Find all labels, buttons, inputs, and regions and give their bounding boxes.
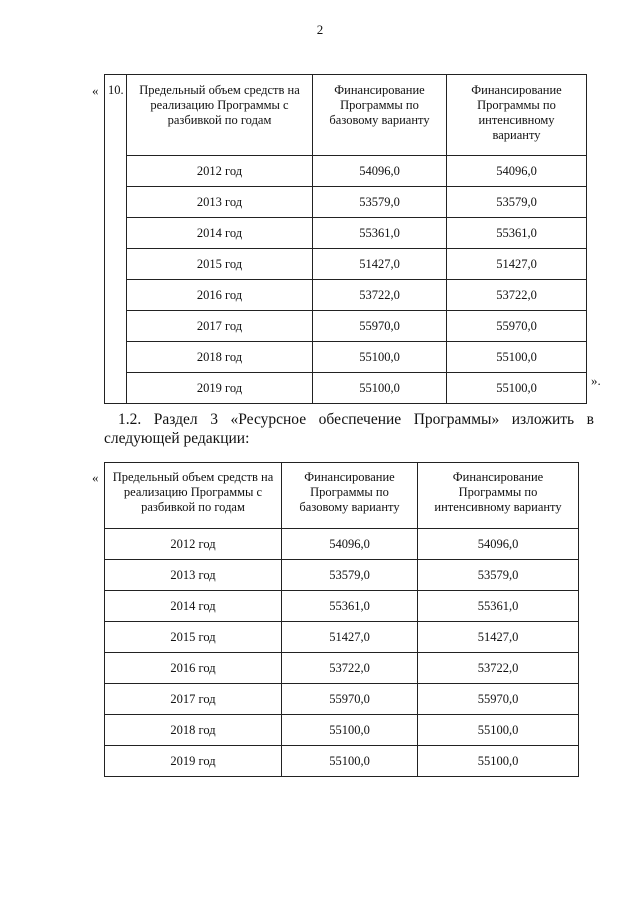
year-cell: 2014 год (105, 591, 282, 622)
table-row (105, 342, 587, 373)
header-intensive-funding: Финансирование Программы по интенсивному варианту (447, 75, 587, 156)
intensive-value-cell: 55361,0 (418, 591, 579, 622)
header-basic-funding: Финансирование Программы по базовому варианту (282, 463, 418, 529)
header-basic-funding: Финансирование Программы по базовому варианту (313, 75, 447, 156)
table-row (105, 715, 579, 746)
intensive-value-cell: 55970,0 (447, 311, 587, 342)
intensive-value-cell: 55970,0 (418, 684, 579, 715)
table-row (105, 560, 579, 591)
table-row (105, 218, 587, 249)
intensive-value-cell: 55100,0 (418, 746, 579, 777)
table-header-row (105, 463, 579, 529)
intensive-value-cell: 55100,0 (447, 342, 587, 373)
basic-value-cell: 55100,0 (313, 342, 447, 373)
intensive-value-cell: 54096,0 (418, 529, 579, 560)
year-cell: 2014 год (127, 218, 313, 249)
basic-value-cell: 53579,0 (282, 560, 418, 591)
table-row (105, 280, 587, 311)
intensive-value-cell: 55361,0 (447, 218, 587, 249)
basic-value-cell: 53722,0 (313, 280, 447, 311)
header-intensive-funding: Финансирование Программы по интенсивному варианту (418, 463, 579, 529)
basic-value-cell: 54096,0 (282, 529, 418, 560)
row-number-cell: 10. (105, 75, 127, 404)
year-cell: 2018 год (127, 342, 313, 373)
table-program-funding-old (104, 74, 587, 404)
year-cell: 2019 год (105, 746, 282, 777)
year-cell: 2019 год (127, 373, 313, 404)
intensive-value-cell: 54096,0 (447, 156, 587, 187)
table-program-funding-new (104, 462, 579, 777)
table-row (105, 653, 579, 684)
year-cell: 2015 год (127, 249, 313, 280)
page-number: 2 (316, 22, 324, 37)
paragraph-line-1: 1.2. Раздел 3 «Ресурсное обеспечение Программы» изложить в (118, 411, 594, 428)
year-cell: 2016 год (105, 653, 282, 684)
table-row (105, 622, 579, 653)
opening-quote-table2: « (92, 470, 99, 485)
basic-value-cell: 51427,0 (313, 249, 447, 280)
table-row (105, 529, 579, 560)
basic-value-cell: 55100,0 (282, 715, 418, 746)
header-limit-volume: Предельный объем средств на реализацию Программы с разбивкой по годам (127, 75, 313, 156)
basic-value-cell: 55100,0 (313, 373, 447, 404)
basic-value-cell: 55100,0 (282, 746, 418, 777)
basic-value-cell: 54096,0 (313, 156, 447, 187)
table-row (105, 249, 587, 280)
intensive-value-cell: 51427,0 (418, 622, 579, 653)
intensive-value-cell: 53579,0 (447, 187, 587, 218)
closing-quote-table1: ». (591, 373, 601, 388)
intensive-value-cell: 55100,0 (418, 715, 579, 746)
basic-value-cell: 55970,0 (313, 311, 447, 342)
table-header-row (105, 75, 587, 156)
year-cell: 2013 год (127, 187, 313, 218)
intensive-value-cell: 55100,0 (447, 373, 587, 404)
table-row (105, 373, 587, 404)
opening-quote-table1: « (92, 83, 99, 98)
intensive-value-cell: 53722,0 (418, 653, 579, 684)
basic-value-cell: 55361,0 (282, 591, 418, 622)
table-row (105, 746, 579, 777)
table-row (105, 591, 579, 622)
intensive-value-cell: 53722,0 (447, 280, 587, 311)
basic-value-cell: 51427,0 (282, 622, 418, 653)
year-cell: 2012 год (127, 156, 313, 187)
year-cell: 2016 год (127, 280, 313, 311)
basic-value-cell: 53722,0 (282, 653, 418, 684)
basic-value-cell: 55970,0 (282, 684, 418, 715)
year-cell: 2017 год (105, 684, 282, 715)
intensive-value-cell: 51427,0 (447, 249, 587, 280)
year-cell: 2013 год (105, 560, 282, 591)
year-cell: 2017 год (127, 311, 313, 342)
basic-value-cell: 53579,0 (313, 187, 447, 218)
header-limit-volume: Предельный объем средств на реализацию Программы с разбивкой по годам (105, 463, 282, 529)
table-row (105, 187, 587, 218)
table-row (105, 156, 587, 187)
year-cell: 2015 год (105, 622, 282, 653)
year-cell: 2018 год (105, 715, 282, 746)
table-row (105, 684, 579, 715)
basic-value-cell: 55361,0 (313, 218, 447, 249)
year-cell: 2012 год (105, 529, 282, 560)
paragraph-line-2: следующей редакции: (104, 430, 250, 447)
table-row (105, 311, 587, 342)
intensive-value-cell: 53579,0 (418, 560, 579, 591)
amendment-paragraph (104, 410, 594, 448)
